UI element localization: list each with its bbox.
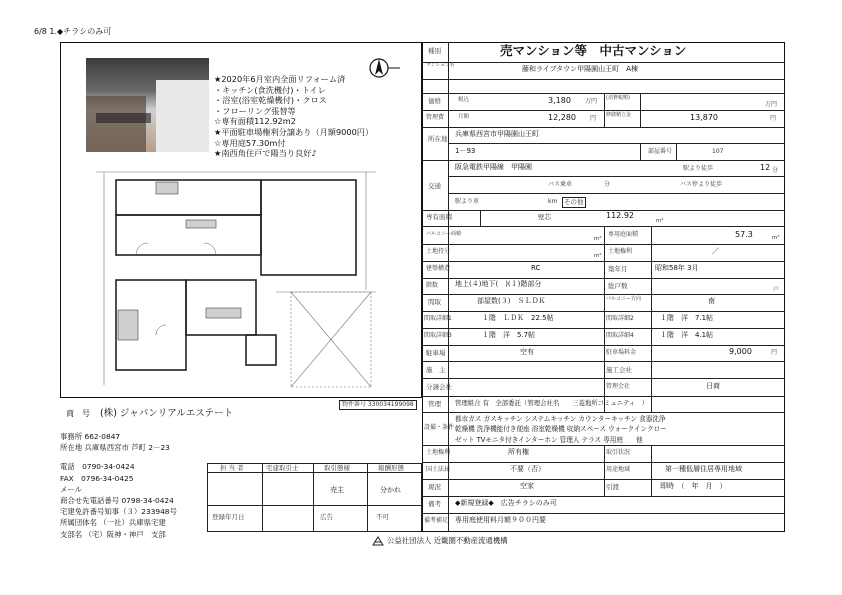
mgmt-fee-label: 管理費 — [426, 114, 445, 121]
admin-label: 管理 — [428, 400, 441, 408]
land-share-unit: m² — [594, 253, 602, 259]
agency-name: (株) ジャパンリアルエステート — [100, 408, 234, 419]
agency-info-line: 所在地 兵庫県西宮市 芦町 2－23 — [60, 443, 170, 453]
facilities-label: 設備・条件 — [424, 424, 455, 431]
layout-detail-1-label: 間取詳細1 — [424, 315, 452, 322]
mgmt-fee-value: 12,280 — [548, 113, 576, 122]
area-value: 112.92 — [606, 211, 634, 220]
agency-info-line: 事務所 662-0847 — [60, 432, 121, 441]
agency-info-line: 商合せ先電話番号 0798-34-0424 — [60, 496, 174, 506]
tax-label: 税込 — [458, 97, 470, 103]
layout-detail-4: １階 洋 4.1帖 — [660, 331, 714, 339]
handover-label: 引渡 — [606, 483, 619, 491]
feature-line: ★平面駐車場権利分譲あり（月額9000円） — [214, 126, 374, 137]
room-label: 部屋番号 — [648, 148, 673, 155]
parking-fee-value: 9,000 — [729, 347, 752, 356]
garden-area-label: 専用庭面積 — [608, 231, 639, 238]
car-label: 駅より車 — [455, 198, 480, 205]
land-rights-label: 土地権利 — [608, 248, 633, 255]
remarks-supplement-label: 備考補足 — [424, 517, 449, 524]
other-label: その他 — [564, 198, 584, 206]
association-logo-icon — [372, 536, 384, 546]
structure-value: RC — [531, 264, 541, 272]
agent-header: 宅建取引士 — [266, 464, 299, 472]
built-value: 昭和58年 3月 — [655, 264, 699, 272]
remarks-value: ◆新規登録◆ 広告チラシのみ可 — [455, 499, 557, 507]
status-value: 空家 — [520, 482, 534, 490]
page-header: 6/8 1.◆チラシのみ可 — [34, 27, 112, 36]
transaction-type: 売主 — [330, 486, 344, 494]
listing-title: 売マンション等 中古マンション — [500, 43, 687, 58]
garden-area-value: 57.3 — [735, 230, 753, 239]
constructor-label: 施工会社 — [606, 366, 632, 374]
consumption-tax-label: (消費税額) — [606, 95, 630, 101]
floors-label: 階数 — [426, 282, 439, 289]
km-unit: km — [548, 198, 558, 205]
category-label: 種別 — [428, 47, 441, 55]
facilities-line: ゼット TVモニタ付きインターホン 管理人 テラス 専用庭 他 — [455, 435, 643, 444]
floors-value: 地上(４)地下( )(１)階部分 — [455, 280, 542, 288]
layout-detail-2-label: 間取詳細2 — [606, 315, 634, 322]
agency-info — [60, 431, 210, 540]
agency-info-line — [60, 453, 210, 461]
address-number: 1－93 — [455, 147, 476, 155]
bus-minute-unit: 分 — [604, 181, 611, 188]
mgmt-company-value: 日商 — [706, 382, 720, 390]
repair-fund-value: 13,870 — [690, 113, 718, 122]
walk-label: 駅より徒歩 — [683, 165, 714, 172]
layout-label: 間取 — [428, 298, 441, 306]
agency-info-line: 宅建免許番号知事（３）233948号 — [60, 507, 177, 517]
landrights-value: 所有権 — [508, 448, 529, 456]
agent-grid — [207, 463, 422, 532]
registration-date-label: 登録年月日 — [212, 513, 245, 521]
address-value: 兵庫県西宮市甲陽園山王町 — [455, 130, 539, 138]
agency-info-line: メール — [60, 484, 83, 494]
minute-unit: 分 — [772, 167, 779, 174]
balcony-direction-value: 南 — [708, 297, 715, 305]
admin-value: 管理組合 有 全部委託（管理会社名 三菱地所コミュニティ ） — [455, 399, 649, 407]
zoning-value: 第一種低層住居専用地域 — [665, 465, 742, 473]
room-number: 107 — [712, 148, 724, 155]
price-label: 価格 — [428, 97, 441, 105]
owner-label: 施 主 — [426, 366, 446, 374]
feature-line: ・キッチン(食洗機付)・トイレ — [214, 84, 326, 95]
national-land-value: 不要（否） — [510, 465, 545, 473]
parking-value: 空有 — [520, 348, 534, 356]
address-label: 所在地 — [428, 135, 448, 143]
parking-fee-label: 駐車場料金 — [606, 349, 637, 356]
walk-minutes: 12 — [760, 163, 771, 172]
feature-line: ・フローリング張替等 — [214, 105, 296, 116]
layout-detail-1: １階 ＬＤＫ 22.5帖 — [482, 314, 554, 322]
ad-value: 不可 — [376, 513, 389, 521]
layout-detail-2: １階 洋 7.1帖 — [660, 314, 714, 322]
layout-detail-4-label: 間取詳細4 — [606, 332, 634, 339]
agency-info-line: 所属団体名 （一社）兵庫県宅建 — [60, 518, 166, 528]
seller-company-label: 分譲会社 — [426, 383, 452, 391]
mansion-label: マンション名 — [426, 63, 455, 68]
property-number: 物件番号 330034199098 — [339, 400, 417, 410]
floor-plan — [96, 160, 396, 392]
area-label: 専有面積 — [426, 213, 452, 221]
compass-icon — [366, 55, 402, 81]
price-unit: 万円 — [585, 98, 598, 105]
feature-line: ★2020年6月室内全面リフォーム済 — [214, 74, 346, 84]
balcony-area-label: バルコニー面積 — [426, 231, 462, 237]
feature-line: ・浴室(浴室乾燥機付)・クロス — [214, 95, 327, 106]
remarks-label: 備考 — [428, 500, 441, 508]
yen-unit: 円 — [770, 115, 777, 122]
mgmt-fee-sub: 月額 — [458, 114, 470, 120]
land-rights-value: ／ — [712, 247, 719, 255]
units-unit: 戸 — [773, 287, 779, 293]
feature-line: ★南西角住戸で陽当り良好♪ — [214, 148, 317, 159]
parking-label: 駐車場 — [426, 349, 446, 357]
area-type: 壁芯 — [538, 213, 551, 221]
feature-list — [214, 74, 394, 159]
balcony-direction-label: バルコニー方向 — [606, 296, 642, 302]
yen-unit: 円 — [590, 115, 597, 122]
agency-info-line: FAX 0796-34-0425 — [60, 473, 134, 483]
handover-value: 即時 （ 年 月 ） — [660, 482, 727, 490]
yen-unit: 円 — [771, 349, 778, 356]
layout-detail-3: １階 洋 5.7帖 — [482, 331, 536, 339]
zoning-label: 用途地域 — [606, 466, 631, 473]
mgmt-company-label: 管理会社 — [606, 383, 631, 390]
mansion-name: 藤和ライブタウン甲陽園山王町 A棟 — [522, 65, 638, 73]
structure-label: 建築構造 — [426, 265, 451, 272]
bus-walk-label: バス停より徒歩 — [680, 181, 723, 188]
agent-header: 報酬形態 — [378, 464, 404, 472]
transaction-status-label: 取引状況 — [606, 449, 631, 456]
agency-info-line: 支部名 （宅）阪神・神戸 支部 — [60, 529, 166, 539]
facilities-line: 乾燥機 洗浄機能付き便座 浴室乾燥機 収納スペース ウォークインクロー — [455, 425, 667, 434]
fee-type: 分かれ — [380, 486, 401, 494]
tax-unit: 万円 — [765, 101, 778, 108]
footer-text: 公益社団法人 近畿圏不動産流通機構 — [387, 536, 508, 545]
price-value: 3,180 — [548, 96, 571, 105]
balcony-unit: m² — [594, 236, 602, 242]
bus-label: バス乗車 — [548, 181, 573, 188]
agent-header: 担 当 者 — [220, 464, 244, 472]
built-label: 築年月 — [608, 265, 628, 273]
agency-info-line: 電話 0790-34-0424 — [60, 462, 135, 472]
units-label: 総戸数 — [608, 282, 628, 290]
garden-unit: m² — [772, 235, 780, 241]
status-label: 現況 — [428, 483, 441, 491]
room-photo — [86, 58, 209, 152]
layout-detail-3-label: 間取詳細3 — [424, 332, 452, 339]
transport-label: 交通 — [428, 182, 441, 190]
feature-line: ☆専用庭57.30m付 — [214, 137, 286, 148]
remarks-supplement-value: 専用庭使用料月額９００円要 — [455, 516, 546, 524]
layout-value: 部屋数(３) ＳＬＤＫ — [477, 297, 546, 305]
landrights-label: 土地権利 — [426, 449, 451, 456]
land-share-label: 土地持分 — [426, 248, 451, 255]
national-land-label: 国土法届 — [426, 466, 451, 473]
facilities-line: 都市ガス ガスキッチン システムキッチン カウンターキッチン 食器洗浄 — [455, 415, 666, 423]
agency-label: 商 号 — [66, 409, 90, 418]
ad-label: 広告 — [320, 513, 333, 521]
repair-fund-label: 修繕積立金 — [606, 112, 632, 118]
train-line: 阪急電鉄甲陽線 甲陽園 — [455, 163, 532, 171]
feature-line: ☆専有面積112.92m2 — [214, 116, 296, 127]
agent-header: 取引態様 — [324, 464, 350, 472]
facilities-list — [455, 414, 667, 445]
area-unit: m² — [656, 218, 664, 224]
